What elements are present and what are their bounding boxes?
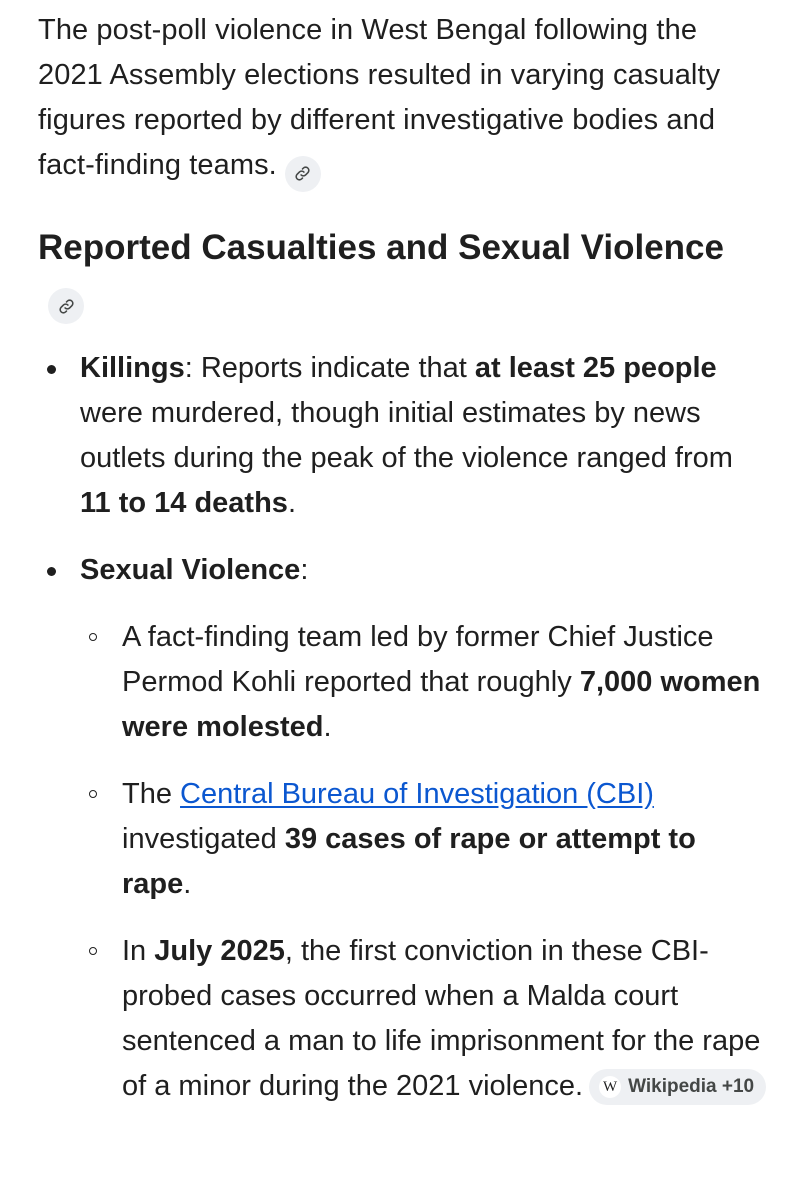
sub-item-bold: 7,000 women were molested [122,665,761,743]
sub-item-cbi [80,772,768,907]
intro-text: The post-poll violence in West Bengal following the 2021 Assembly elections resulted in varying casualty figures reported by different investigative bodies and fact-finding teams. [38,14,721,181]
sub-item-text: . [323,710,332,743]
sub-item-text: , the first conviction in these CBI-probed cases occurred when a Malda court sentenced a man to life imprisonment for the rape of a minor during the 2021 violence. [122,934,761,1102]
sexual-violence-sublist [80,615,768,1109]
link-icon [58,298,75,315]
section-heading-text: Reported Casualties and Sexual Violence [38,227,724,267]
list-item-sexual-violence [38,548,768,1109]
killings-text-1: Reports indicate that [192,351,475,384]
cbi-link[interactable]: Central Bureau of Investigation (CBI) [180,777,654,810]
sub-item-bold: July 2025 [154,934,285,967]
intro-paragraph [38,8,768,192]
killings-bold-2: 11 to 14 deaths [80,486,288,519]
sub-item-text: . [183,867,192,900]
section-heading [38,222,768,326]
list-item-killings [38,346,768,526]
killings-bold-1: at least 25 people [474,351,717,384]
killings-label: Killings [80,351,185,384]
sources-chip-label: Wikipedia +10 [628,1075,755,1097]
casualty-list [38,346,768,1109]
wikipedia-logo-icon: W [599,1076,621,1098]
sexual-violence-separator: : [300,553,309,586]
sub-item-text: A fact-finding team led by former Chief Justice Permod Kohli reported that roughly [122,620,714,698]
sub-item-conviction [80,929,768,1109]
sub-item-bold: 39 cases of rape or attempt to rape [122,822,696,900]
sub-item-text: In [122,934,155,967]
killings-text-3: . [287,486,296,519]
sub-item-text: investigated [122,822,285,855]
sub-item-text: The [122,777,181,810]
sexual-violence-label: Sexual Violence [80,553,301,586]
killings-text-2: were murdered, though initial estimates by news outlets during the peak of the violence ranged from [80,396,733,474]
answer-content [38,8,768,1131]
link-icon [294,165,311,182]
intro-source-link-button[interactable] [285,156,321,192]
heading-source-link-button[interactable] [48,288,84,324]
sources-chip[interactable] [589,1069,766,1105]
sub-item-kohli-report [80,615,768,750]
killings-separator: : [184,351,193,384]
